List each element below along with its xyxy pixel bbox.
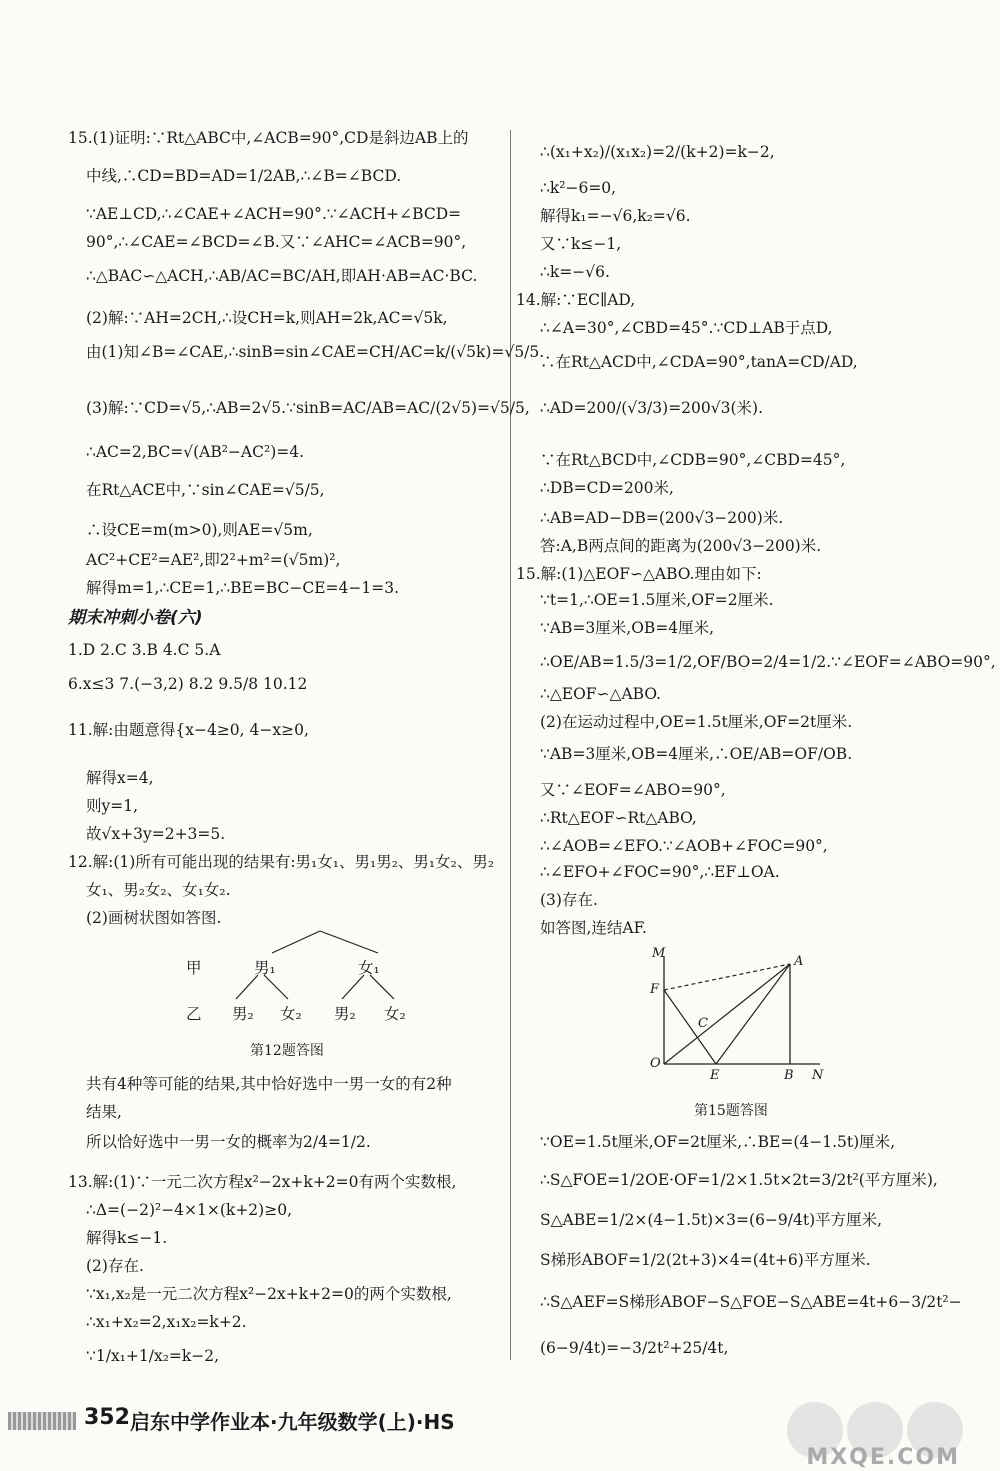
text-line: 1.D 2.C 3.B 4.C 5.A: [68, 641, 221, 659]
tree-node: 女₁: [358, 959, 380, 977]
text-line: ∴△BAC∽△ACH,∴AB/AC=BC/AH,即AH·AB=AC·BC.: [86, 267, 478, 285]
text-line: ∴在Rt△ACD中,∠CDA=90°,tanA=CD/AD,: [540, 353, 858, 371]
text-line: 6.x≤3 7.(−3,2) 8.2 9.5/8 10.12: [68, 675, 308, 693]
text-line: ∴S△FOE=1/2OE·OF=1/2×1.5t×2t=3/2t²(平方厘米),: [540, 1171, 938, 1189]
figure-label: E: [710, 1068, 720, 1083]
figure-label: O: [650, 1056, 661, 1071]
text-line: 解得k₁=−√6,k₂=√6.: [540, 207, 691, 225]
text-line: ∴AD=200/(√3/3)=200√3(米).: [540, 399, 764, 417]
tree-node: 女₂: [384, 1005, 406, 1023]
text-line: (2)在运动过程中,OE=1.5t厘米,OF=2t厘米.: [540, 713, 853, 731]
text-line: 又∵∠EOF=∠ABO=90°,: [540, 781, 726, 799]
tree-diagram: [168, 923, 468, 1033]
text-line: 由(1)知∠B=∠CAE,∴sinB=sin∠CAE=CH/AC=k/(√5k)=√5/5.: [86, 343, 545, 361]
figure-caption: 第12题答图: [250, 1043, 324, 1059]
text-line: ∴△EOF∽△ABO.: [540, 685, 662, 703]
text-line: ∴∠AOB=∠EFO.∵∠AOB+∠FOC=90°,: [540, 837, 828, 855]
tree-row-label: 乙: [186, 1005, 202, 1023]
text-line: (3)解:∵CD=√5,∴AB=2√5.∵sinB=AC/AB=AC/(2√5)=√5/5,: [86, 399, 530, 417]
text-line: 中线,∴CD=BD=AD=1/2AB,∴∠B=∠BCD.: [86, 167, 402, 185]
section-heading: 期末冲刺小卷(六): [68, 608, 203, 628]
text-line: 12.解:(1)所有可能出现的结果有:男₁女₁、男₁男₂、男₁女₂、男₂: [68, 853, 495, 871]
text-line: S梯形ABOF=1/2(2t+3)×4=(4t+6)平方厘米.: [540, 1251, 871, 1269]
text-line: 15.(1)证明:∵Rt△ABC中,∠ACB=90°,CD是斜边AB上的: [68, 129, 469, 147]
tree-node: 男₂: [334, 1005, 356, 1023]
text-line: ∴Rt△EOF∽Rt△ABO,: [540, 809, 697, 827]
text-line: ∵在Rt△BCD中,∠CDB=90°,∠CBD=45°,: [540, 451, 846, 469]
text-line: (3)存在.: [540, 891, 598, 909]
text-line: ∴∠A=30°,∠CBD=45°.∵CD⊥AB于点D,: [540, 319, 833, 337]
text-line: ∴设CE=m(m>0),则AE=√5m,: [86, 521, 313, 539]
text-line: (2)解:∵AH=2CH,∴设CH=k,则AH=2k,AC=√5k,: [86, 309, 448, 327]
figure-label: F: [650, 982, 660, 997]
text-line: 如答图,连结AF.: [540, 919, 647, 937]
figure-label: N: [812, 1068, 824, 1083]
figure-label: A: [794, 954, 804, 969]
watermark-text: MXQE.COM: [806, 1445, 960, 1470]
text-line: ∵x₁,x₂是一元二次方程x²−2x+k+2=0的两个实数根,: [86, 1285, 452, 1303]
text-line: ∴k²−6=0,: [540, 179, 617, 197]
text-line: ∴(x₁+x₂)/(x₁x₂)=2/(k+2)=k−2,: [540, 143, 775, 161]
figure-label: M: [652, 946, 666, 961]
text-line: 答:A,B两点间的距离为(200√3−200)米.: [540, 537, 822, 555]
book-title: 启东中学作业本·九年级数学(上)·HS: [130, 1410, 455, 1434]
text-line: ∵1/x₁+1/x₂=k−2,: [86, 1347, 220, 1365]
text-line: 解得x=4,: [86, 769, 154, 787]
text-line: 共有4种等可能的结果,其中恰好选中一男一女的有2种: [86, 1075, 452, 1093]
tree-node: 女₂: [280, 1005, 302, 1023]
text-line: ∴OE/AB=1.5/3=1/2,OF/BO=2/4=1/2.∵∠EOF=∠ABO=90°,: [540, 653, 996, 671]
figure-label: C: [698, 1016, 708, 1031]
text-line: ∴x₁+x₂=2,x₁x₂=k+2.: [86, 1313, 247, 1331]
text-line: ∵OE=1.5t厘米,OF=2t厘米,∴BE=(4−1.5t)厘米,: [540, 1133, 896, 1151]
text-line: ∵t=1,∴OE=1.5厘米,OF=2厘米.: [540, 591, 774, 609]
text-line: 又∵k≤−1,: [540, 235, 622, 253]
text-line: ∴AB=AD−DB=(200√3−200)米.: [540, 509, 784, 527]
page-number: 352: [84, 1405, 130, 1430]
text-line: 13.解:(1)∵一元二次方程x²−2x+k+2=0有两个实数根,: [68, 1173, 457, 1191]
footer-barcode-decoration: [8, 1412, 76, 1430]
figure-label: B: [784, 1068, 794, 1083]
text-line: ∴S△AEF=S梯形ABOF−S△FOE−S△ABE=4t+6−3/2t²−: [540, 1293, 962, 1311]
text-line: AC²+CE²=AE²,即2²+m²=(√5m)²,: [86, 551, 341, 569]
text-line: ∴∠EFO+∠FOC=90°,∴EF⊥OA.: [540, 863, 780, 881]
text-line: 在Rt△ACE中,∵sin∠CAE=√5/5,: [86, 481, 325, 499]
text-line: 故√x+3y=2+3=5.: [86, 825, 226, 843]
text-line: 14.解:∵EC∥AD,: [516, 291, 636, 309]
text-line: ∴Δ=(−2)²−4×1×(k+2)≥0,: [86, 1201, 292, 1219]
text-line: 所以恰好选中一男一女的概率为2/4=1/2.: [86, 1133, 371, 1151]
text-line: ∵AB=3厘米,OB=4厘米,∴OE/AB=OF/OB.: [540, 745, 853, 763]
text-line: ∴k=−√6.: [540, 263, 610, 281]
text-line: ∴AC=2,BC=√(AB²−AC²)=4.: [86, 443, 305, 461]
text-line: 解得m=1,∴CE=1,∴BE=BC−CE=4−1=3.: [86, 579, 400, 597]
text-line: ∵AB=3厘米,OB=4厘米,: [540, 619, 715, 637]
text-line: (2)画树状图如答图.: [86, 909, 222, 927]
figure-caption: 第15题答图: [694, 1103, 768, 1119]
tree-node: 男₁: [254, 959, 276, 977]
text-line: 15.解:(1)△EOF∽△ABO.理由如下:: [516, 565, 762, 583]
tree-node: 男₂: [232, 1005, 254, 1023]
text-line: 90°,∴∠CAE=∠BCD=∠B.又∵∠AHC=∠ACB=90°,: [86, 233, 467, 251]
text-line: 女₁、男₂女₂、女₁女₂.: [86, 881, 231, 899]
text-line: 解得k≤−1.: [86, 1229, 168, 1247]
text-line: (6−9/4t)=−3/2t²+25/4t,: [540, 1339, 729, 1357]
column-divider: [510, 130, 511, 1360]
text-line: 11.解:由题意得{x−4≥0, 4−x≥0,: [68, 721, 309, 739]
text-line: (2)存在.: [86, 1257, 144, 1275]
text-line: 则y=1,: [86, 797, 139, 815]
text-line: S△ABE=1/2×(4−1.5t)×3=(6−9/4t)平方厘米,: [540, 1211, 883, 1229]
text-line: ∵AE⊥CD,∴∠CAE+∠ACH=90°.∵∠ACH+∠BCD=: [86, 205, 462, 223]
text-line: 结果,: [86, 1103, 122, 1121]
tree-row-label: 甲: [186, 959, 202, 977]
text-line: ∴DB=CD=200米,: [540, 479, 674, 497]
